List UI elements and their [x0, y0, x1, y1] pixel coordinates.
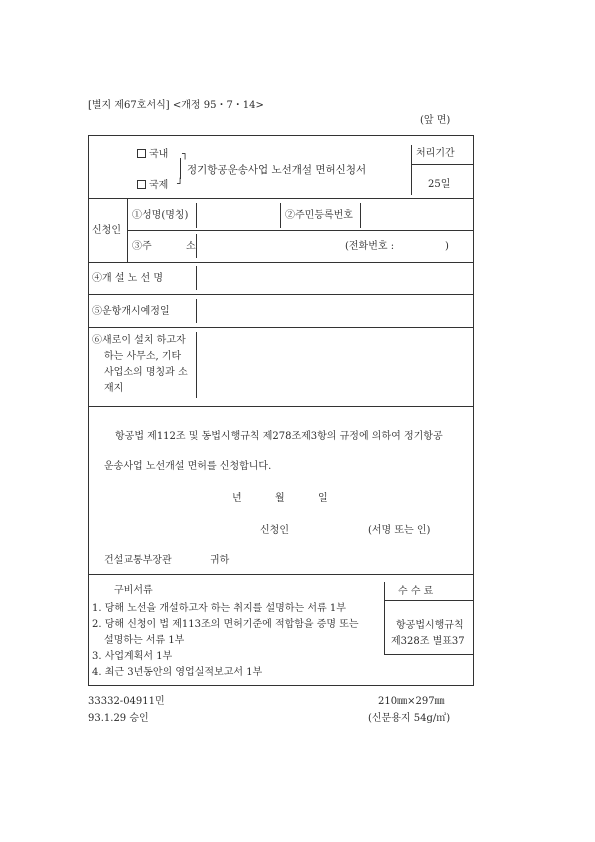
route-name-label: ④개 설 노 선 명 — [92, 273, 164, 284]
office-label-line-3: 사업소의 명칭과 소 — [104, 367, 188, 378]
form-title: 정기항공운송사업 노선개설 면허신청서 — [187, 164, 367, 176]
rrn-label-left-divider — [280, 203, 281, 228]
required-docs-heading: 구비서류 — [114, 585, 153, 596]
paper-type: (신문용지 54g/㎡) — [368, 713, 451, 724]
domestic-checkbox-label: 국내 — [137, 149, 168, 160]
statement-line-2: 운송사업 노선개설 면허를 신청합니다. — [104, 461, 272, 472]
required-doc-2-continued: 설명하는 서류 1부 — [104, 635, 185, 646]
period-divider-horizontal — [411, 164, 473, 165]
required-doc-4: 4. 최근 3년동안의 영업실적보고서 1부 — [92, 667, 263, 678]
office-bottom-border — [88, 406, 474, 407]
rrn-label: ②주민등록번호 — [285, 210, 353, 221]
required-doc-2: 2. 당해 신청이 법 제113조의 면허기준에 적합함을 증명 또는 — [92, 619, 359, 630]
route-name-divider — [196, 266, 197, 290]
address-label-second: 소 — [186, 241, 196, 252]
rrn-label-right-divider — [360, 203, 361, 228]
approval-date: 93.1.29 승인 — [88, 713, 149, 724]
office-label-line-2: 하는 사무소, 기타 — [104, 351, 182, 362]
phone-label: (전화번호 : — [345, 241, 395, 252]
frame-right-border — [473, 135, 474, 685]
name-label-divider — [196, 203, 197, 228]
bracket-top-icon: ┐ — [182, 149, 189, 160]
fee-box-left-border — [384, 582, 385, 654]
signature-label: (서명 또는 인) — [368, 525, 431, 536]
name-label: ①성명(명칭) — [132, 210, 189, 221]
form-code: 33332-04911민 — [88, 696, 165, 707]
frame-bottom-border — [88, 685, 474, 686]
domestic-checkbox[interactable] — [137, 149, 146, 158]
address-label-divider — [196, 234, 197, 258]
applicant-section-label: 신청인 — [92, 225, 121, 236]
form-number: [별지 제67호서식] <개정 95・7・14> — [88, 100, 264, 111]
fee-heading-border — [384, 600, 473, 601]
addressee-suffix: 귀하 — [210, 555, 230, 566]
frame-left-border — [88, 135, 89, 685]
office-label-line-4: 재지 — [104, 383, 124, 394]
date-year-label: 년 — [232, 493, 242, 504]
page-side-label: (앞 면) — [420, 115, 451, 126]
office-divider — [196, 332, 197, 398]
office-label-line-1: ⑥새로이 설치 하고자 — [92, 335, 186, 346]
processing-period-label: 처리기간 — [416, 148, 455, 159]
date-month-label: 월 — [275, 493, 285, 504]
phone-close: ) — [445, 241, 449, 252]
statement-line-1: 항공법 제112조 및 동법시행규칙 제278조제3항의 규정에 의하여 정기항공 — [115, 431, 443, 442]
start-date-divider — [196, 299, 197, 323]
paper-size: 210㎜×297㎜ — [378, 696, 445, 707]
period-divider — [411, 145, 412, 195]
fee-box-bottom-border — [384, 654, 473, 655]
frame-top-border — [88, 135, 474, 136]
required-doc-3: 3. 사업계획서 1부 — [92, 651, 173, 662]
start-date-bottom-border — [88, 327, 474, 328]
fee-heading: 수 수 료 — [398, 586, 434, 597]
start-date-label: ⑤운항개시예정일 — [92, 306, 170, 317]
statement-bottom-border — [88, 574, 474, 575]
bracket-line — [180, 158, 181, 179]
route-bottom-border — [88, 294, 474, 295]
fee-regulation-line-1: 항공법시행규칙 — [396, 620, 464, 631]
date-day-label: 일 — [318, 493, 328, 504]
address-label: ③주 — [132, 241, 152, 252]
applicant-mid-border — [127, 230, 474, 231]
required-doc-1: 1. 당해 노선을 개설하고자 하는 취지를 설명하는 서류 1부 — [92, 603, 346, 614]
processing-period-value: 25일 — [428, 179, 451, 190]
international-checkbox[interactable] — [137, 180, 146, 189]
applicant-bottom-border — [88, 262, 474, 263]
title-bottom-border — [88, 198, 474, 199]
fee-regulation-line-2: 제328조 별표37 — [391, 636, 465, 647]
international-checkbox-label: 국제 — [137, 180, 168, 191]
signer-label: 신청인 — [260, 525, 289, 536]
addressee: 건설교통부장관 — [104, 555, 172, 566]
bracket-bottom-icon: ┘ — [177, 179, 184, 190]
